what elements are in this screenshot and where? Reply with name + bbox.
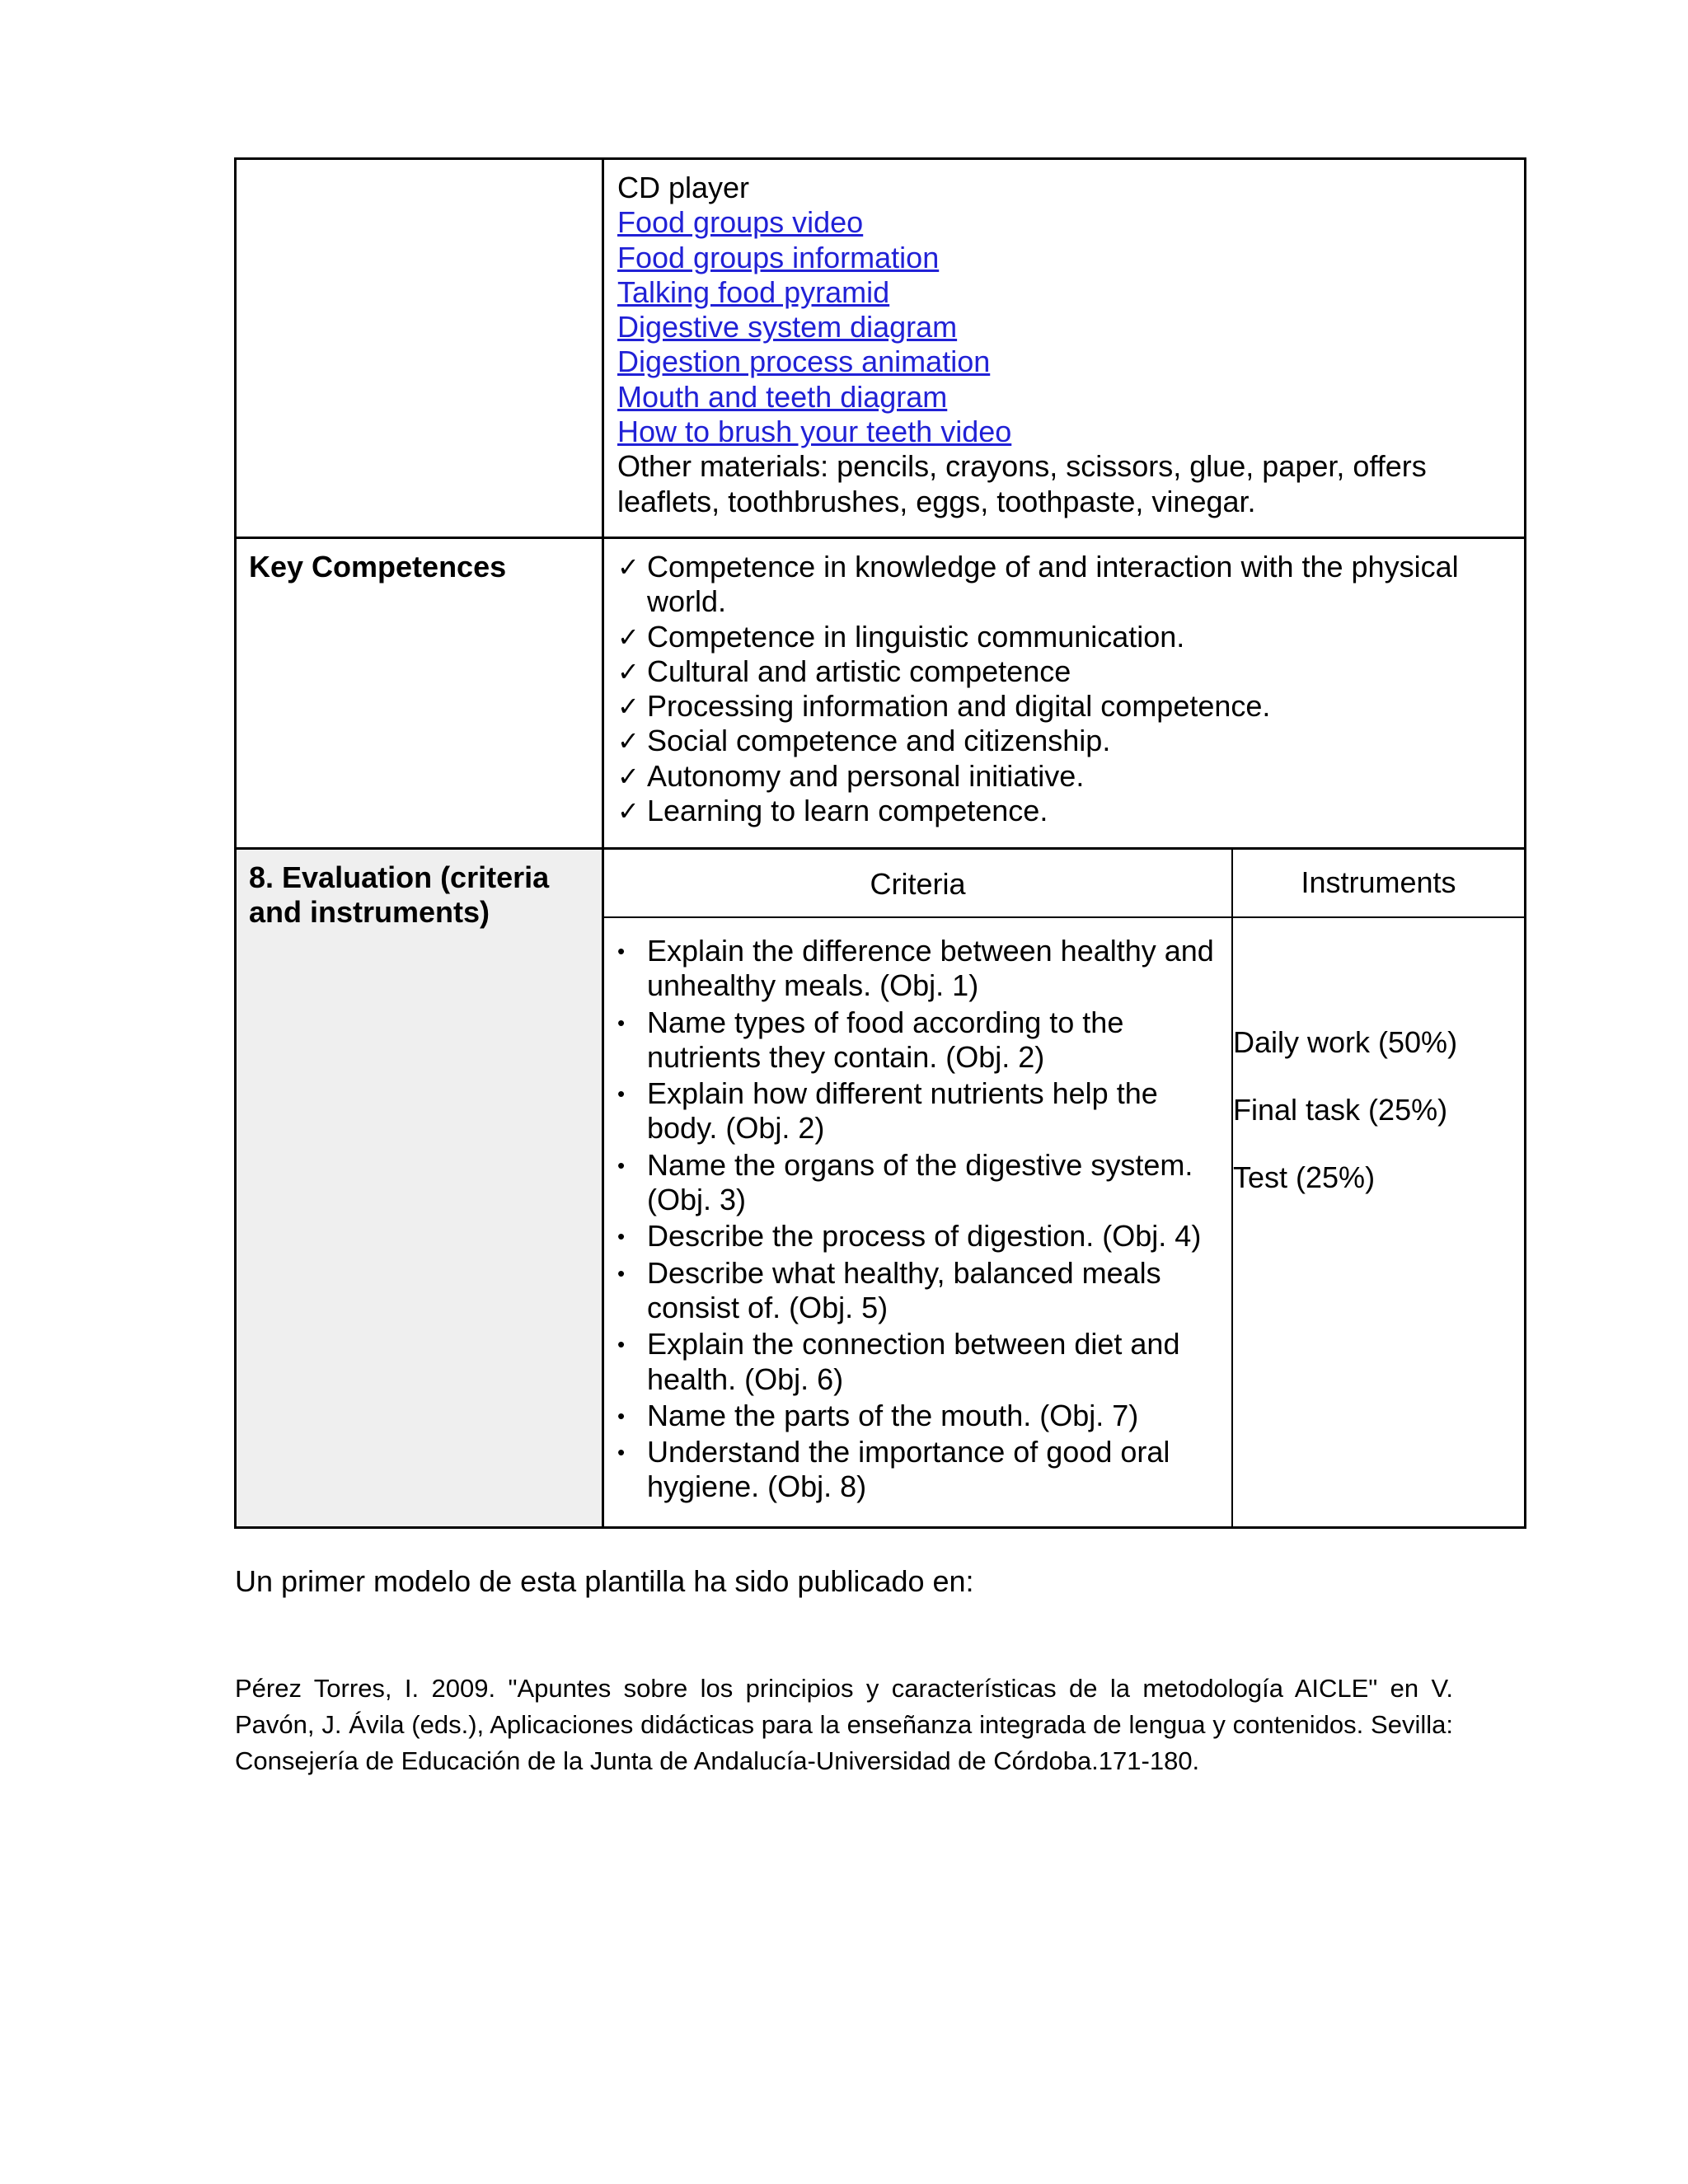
bullet-icon: • [617,1081,626,1107]
evaluation-row [237,850,1524,1529]
other-materials-line-1: Other materials: pencils, crayons, scissors, glue, paper, offers [617,449,1427,484]
instruments-cell [1233,918,1524,1526]
criteria-header: Criteria [604,850,1233,916]
link-food-groups-information[interactable]: Food groups information [617,240,940,274]
bibliographic-reference: Pérez Torres, I. 2009. "Apuntes sobre los principios y características de la metodología AICLE" en V. Pavón, J. Ávila (eds.), Aplicaciones didácticas para la enseñanza integrada de lengua y contenidos. Sevilla: Consejería de Educación de la Junta de Andalucía-Universidad de Córdoba.171-180. [235,1674,1453,1775]
instrument-daily-work: Daily work (50%) [1233,1025,1458,1059]
resources-cell [604,160,1524,537]
list-item: • Describe the process of digestion. (Obj. 4) [617,1219,1202,1254]
evaluation-header-row [604,850,1524,918]
key-competences-label: Key Competences [237,539,604,847]
list-item: ✓ Learning to learn competence. [617,794,1048,828]
link-brush-teeth-video[interactable]: How to brush your teeth video [617,415,1012,449]
evaluation-inner-table [604,850,1524,1526]
list-item: • Understand the importance of good oral hygiene. (Obj. 8) [617,1435,1170,1504]
check-icon: ✓ [617,795,640,827]
bullet-icon: • [617,1152,626,1178]
link-food-groups-video[interactable]: Food groups video [617,205,864,240]
list-item: • Explain the connection between diet and health. (Obj. 6) [617,1327,1180,1396]
list-item: • Name the organs of the digestive system. (Obj. 3) [617,1147,1193,1217]
criteria-list [617,934,1223,1505]
bullet-icon: • [617,1260,626,1286]
bullet-icon: • [617,1403,626,1428]
bullet-icon: • [617,1010,626,1035]
check-icon: ✓ [617,725,640,757]
list-item: • Explain how different nutrients help the body. (Obj. 2) [617,1076,1158,1146]
publication-note: Un primer modelo de esta plantilla ha sido publicado en: [235,1564,974,1598]
check-icon: ✓ [617,551,640,583]
check-icon: ✓ [617,655,640,687]
list-item: • Name types of food according to the nutrients they contain. (Obj. 2) [617,1005,1124,1074]
list-item: ✓ Autonomy and personal initiative. [617,758,1085,793]
lesson-plan-table [234,157,1526,1529]
resources-row [237,160,1524,539]
list-item: ✓ Cultural and artistic competence [617,654,1071,688]
evaluation-body-row [604,918,1524,1526]
resources-label-cell [237,160,604,537]
instruments-header: Instruments [1301,865,1456,900]
list-item: ✓ Social competence and citizenship. [617,724,1111,758]
list-item: • Describe what healthy, balanced meals consist of. (Obj. 5) [617,1255,1161,1324]
list-item: ✓ Competence in knowledge of and interaction with the physical world. [617,550,1459,619]
instrument-test: Test (25%) [1233,1160,1376,1194]
check-icon: ✓ [617,621,640,653]
bullet-icon: • [617,1224,626,1249]
link-digestive-system-diagram[interactable]: Digestive system diagram [617,310,958,344]
instruments-list [1233,1025,1524,1228]
bullet-icon: • [617,939,626,963]
check-icon: ✓ [617,691,640,723]
list-item: • Explain the difference between healthy and unhealthy meals. (Obj. 1) [617,934,1214,1003]
bullet-icon: • [617,1332,626,1357]
other-materials-line-2: leaflets, toothbrushes, eggs, toothpaste, vinegar. [617,484,1256,518]
list-item: ✓ Competence in linguistic communication. [617,619,1185,654]
check-icon: ✓ [617,760,640,792]
evaluation-label: 8. Evaluation (criteria and instruments) [237,850,604,1526]
bullet-icon: • [617,1440,626,1465]
link-talking-food-pyramid[interactable]: Talking food pyramid [617,274,890,309]
instrument-final-task: Final task (25%) [1233,1093,1448,1127]
key-competences-row [237,539,1524,850]
resource-cd-player: CD player [617,171,750,204]
competences-list [617,550,1511,828]
evaluation-cell [604,850,1524,1526]
link-digestion-process-animation[interactable]: Digestion process animation [617,344,991,379]
list-item: ✓ Processing information and digital competence. [617,689,1271,724]
criteria-cell [604,918,1233,1526]
key-competences-cell [604,539,1524,847]
link-mouth-teeth-diagram[interactable]: Mouth and teeth diagram [617,379,948,414]
list-item: • Name the parts of the mouth. (Obj. 7) [617,1398,1139,1432]
